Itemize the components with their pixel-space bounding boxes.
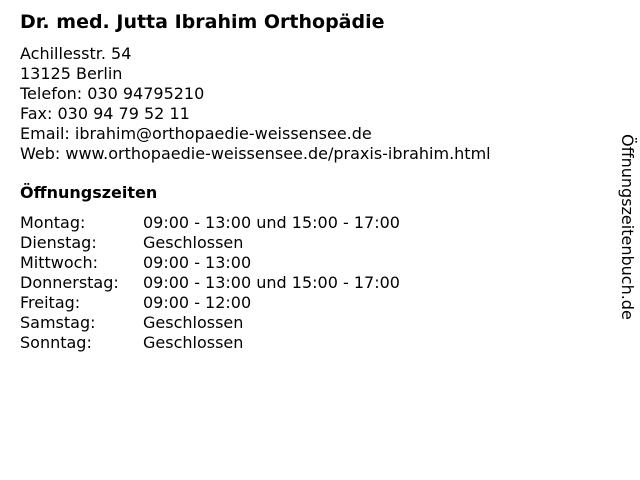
day-hours: 09:00 - 13:00 und 15:00 - 17:00 [143, 273, 400, 292]
hours-row-tuesday [20, 233, 400, 253]
day-hours: Geschlossen [143, 333, 244, 352]
day-label: Freitag: [20, 293, 81, 312]
hours-row-monday [20, 213, 400, 233]
day-hours: Geschlossen [143, 313, 244, 332]
fax-line: Fax: 030 94 79 52 11 [20, 104, 190, 123]
opening-hours-heading: Öffnungszeiten [20, 183, 158, 202]
day-hours: 09:00 - 13:00 und 15:00 - 17:00 [143, 213, 400, 232]
hours-row-friday [20, 293, 400, 313]
business-card [20, 10, 600, 353]
business-name: Dr. med. Jutta Ibrahim Orthopädie [20, 11, 385, 33]
street-address: Achillesstr. 54 [20, 44, 132, 63]
day-hours: 09:00 - 12:00 [143, 293, 252, 312]
hours-row-wednesday [20, 253, 400, 273]
day-hours: Geschlossen [143, 233, 244, 252]
phone-line: Telefon: 030 94795210 [20, 84, 205, 103]
site-branding-label: Öffnungszeitenbuch.de [618, 134, 637, 320]
city-line: 13125 Berlin [20, 64, 123, 83]
contact-block [20, 44, 600, 164]
hours-row-sunday [20, 333, 400, 353]
opening-hours-table [20, 213, 400, 353]
website-line: Web: www.orthopaedie-weissensee.de/praxis-ibrahim.html [20, 144, 491, 163]
day-label: Montag: [20, 213, 86, 232]
day-hours: 09:00 - 13:00 [143, 253, 252, 272]
day-label: Samstag: [20, 313, 96, 332]
day-label: Dienstag: [20, 233, 97, 252]
hours-row-saturday [20, 313, 400, 333]
day-label: Donnerstag: [20, 273, 119, 292]
hours-row-thursday [20, 273, 400, 293]
day-label: Sonntag: [20, 333, 92, 352]
day-label: Mittwoch: [20, 253, 98, 272]
email-line: Email: ibrahim@orthopaedie-weissensee.de [20, 124, 372, 143]
